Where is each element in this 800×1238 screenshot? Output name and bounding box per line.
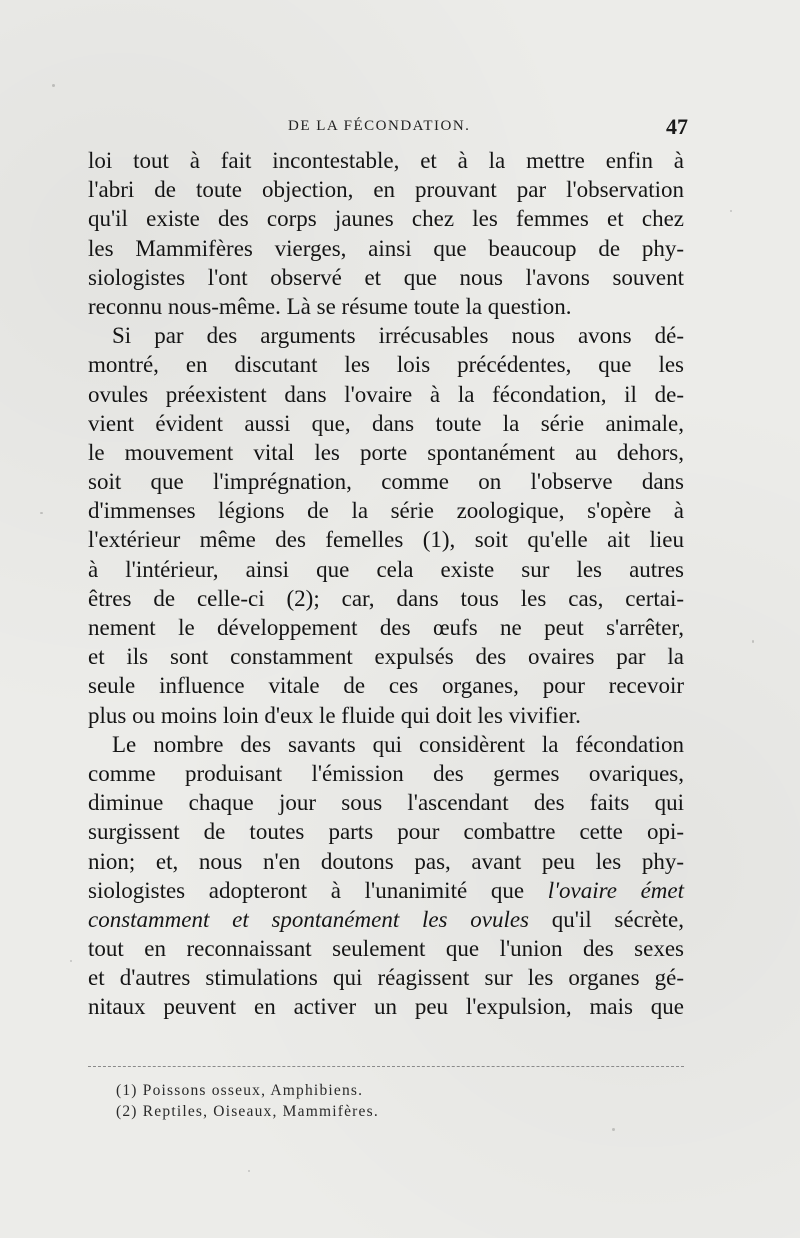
text-line: vient évident aussi que, dans toute la série animale, (88, 410, 684, 436)
text-line: qu'il existe des corps jaunes chez les femmes et chez (88, 206, 684, 232)
text-line: ovules préexistent dans l'ovaire à la fécondation, il de- (88, 381, 684, 407)
running-head (88, 114, 688, 140)
text-line: les Mammifères vierges, ainsi que beaucoup de phy- (88, 235, 684, 261)
text-line: diminue chaque jour sous l'ascendant des faits qui (88, 790, 684, 816)
paper-speck (248, 1170, 250, 1172)
text-line: l'extérieur même des femelles (1), soit qu'elle ait lieu (88, 527, 684, 553)
footnotes (116, 1080, 379, 1122)
text-line: et ils sont constamment expulsés des ovaires par la (88, 644, 684, 670)
text-line: loi tout à fait incontestable, et à la mettre enfin à (88, 148, 684, 173)
text-line: nement le développement des œufs ne peut s'arrêter, (88, 615, 684, 640)
text-line: d'immenses légions de la série zoologique, s'opère à (88, 498, 684, 524)
paper-speck (40, 512, 43, 514)
text-line: êtres de celle-ci (2); car, dans tous les cas, certai- (88, 585, 684, 611)
paper-speck (52, 84, 55, 87)
text-line-mixed (88, 876, 684, 905)
text-segment: siologistes adopteront à l'unanimité que (88, 877, 548, 903)
page-number: 47 (666, 114, 688, 139)
text-line: Le nombre des savants qui considèrent la fécondation (112, 731, 684, 757)
footnote-divider (88, 1066, 684, 1067)
text-line: l'abri de toute objection, en prouvant par l'observation (88, 177, 684, 203)
text-line: Si par des arguments irrécusables nous avons dé- (112, 323, 684, 349)
text-line: plus ou moins loin d'eux le fluide qui doit les vivifier. (88, 702, 581, 728)
text-line: comme produisant l'émission des germes ovariques, (88, 760, 684, 786)
paper-speck (730, 210, 732, 212)
footnote-1: (1) Poissons osseux, Amphibiens. (116, 1082, 364, 1099)
paper-speck (752, 640, 754, 643)
running-title: DE LA FÉCONDATION. (288, 118, 471, 134)
text-line: seule influence vitale de ces organes, pour recevoir (88, 673, 684, 699)
text-line: le mouvement vital les porte spontanément au dehors, (88, 439, 684, 465)
text-line: et d'autres stimulations qui réagissent sur les organes gé- (88, 965, 684, 991)
paper-speck (70, 960, 72, 962)
italic-segment: l'ovaire émet (547, 877, 684, 903)
paper-speck (612, 1128, 615, 1131)
footnote-2: (2) Reptiles, Oiseaux, Mammifères. (116, 1103, 379, 1120)
body-text (88, 146, 684, 1022)
text-line-mixed (88, 905, 684, 934)
italic-segment: constamment et spontanément les ovules (88, 906, 529, 932)
text-line: soit que l'imprégnation, comme on l'observe dans (88, 469, 684, 495)
text-line: montré, en discutant les lois précédentes, que les (88, 352, 684, 378)
text-line: surgissent de toutes parts pour combattre cette opi- (88, 819, 684, 845)
text-line: tout en reconnaissant seulement que l'union des sexes (88, 936, 684, 962)
text-line: à l'intérieur, ainsi que cela existe sur les autres (88, 556, 684, 582)
text-line: siologistes l'ont observé et que nous l'avons souvent (88, 264, 684, 290)
text-line: nitaux peuvent en activer un peu l'expulsion, mais que (88, 994, 684, 1020)
text-segment: qu'il sécrète, (551, 906, 685, 932)
text-line: nion; et, nous n'en doutons pas, avant peu les phy- (88, 848, 684, 874)
text-line: reconnu nous-même. Là se résume toute la question. (88, 293, 572, 319)
